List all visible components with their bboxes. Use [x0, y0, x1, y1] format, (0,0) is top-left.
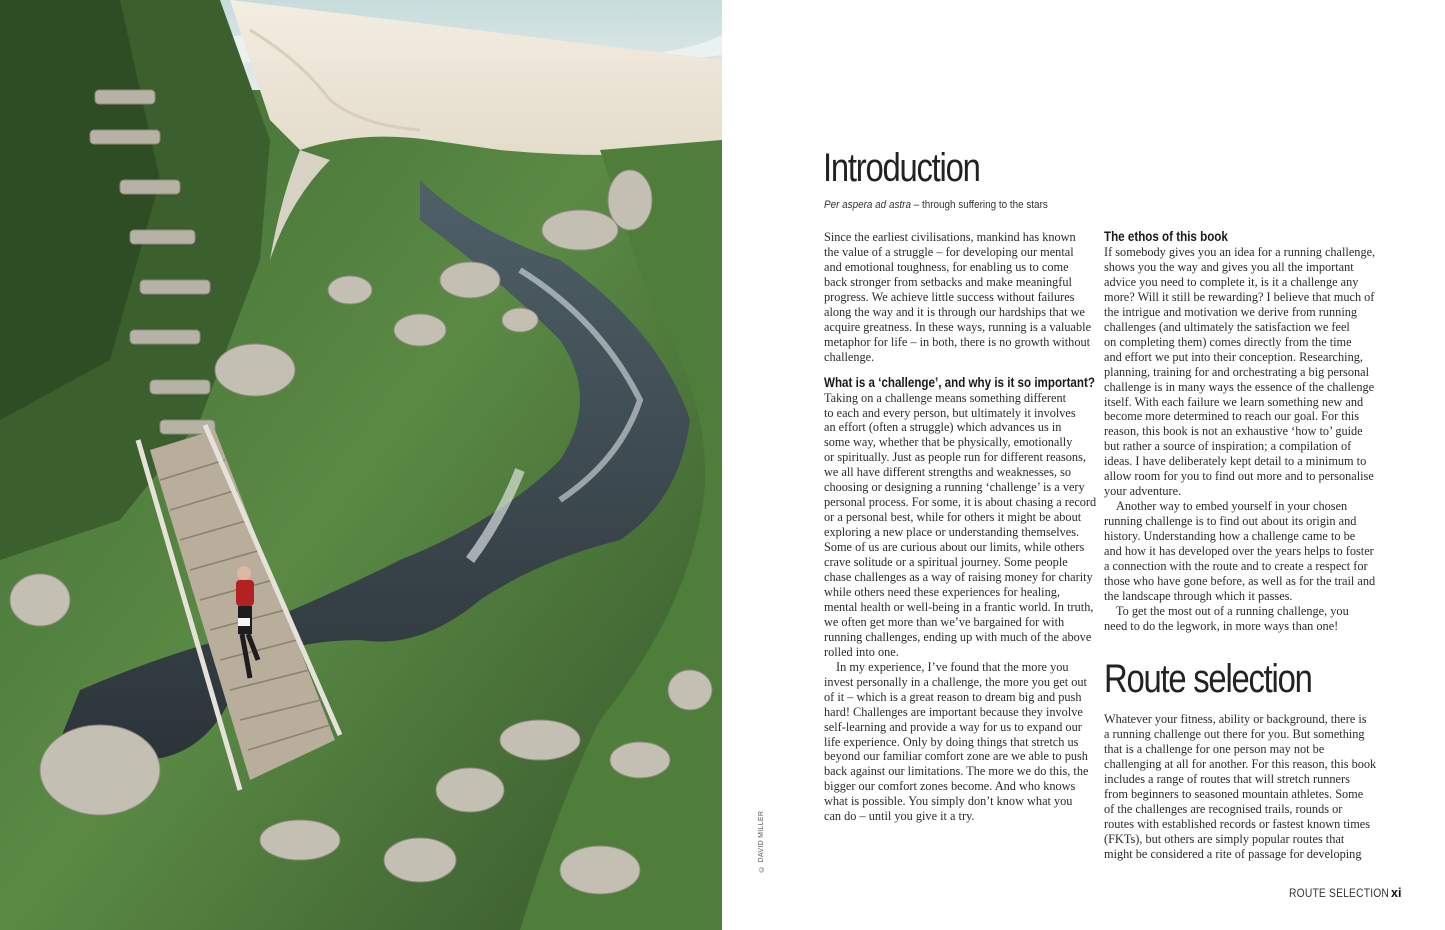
- text-line: what is possible. You simply don’t know what you: [824, 794, 1073, 809]
- text-line: If somebody gives you an idea for a running challenge,: [1104, 245, 1376, 259]
- running-footer-section: ROUTE SELECTION: [1289, 886, 1390, 900]
- text-line: advice you need to complete it, is it a challenge any: [1104, 274, 1359, 289]
- text-line: crave solitude or a spiritual journey. Some people: [824, 555, 1068, 570]
- text-line: a connection with the route and to create a respect for: [1104, 559, 1368, 574]
- photo-credit: © DAVID MILLER: [758, 810, 765, 872]
- challenge-heading: What is a ‘challenge’, and why is it so important?: [824, 374, 1095, 390]
- photo-illustration: [0, 0, 722, 930]
- text-line: on completing them) comes directly from the time: [1104, 334, 1352, 349]
- text-line: your adventure.: [1104, 484, 1182, 499]
- text-line: the value of a struggle – for developing our mental: [824, 244, 1074, 259]
- text-line: the intrigue and motivation we derive from running: [1104, 304, 1358, 319]
- text-line: of it – which is a great reason to dream big and push: [824, 689, 1082, 704]
- text-line: a running challenge out there for you. But something: [1104, 726, 1365, 741]
- ethos-paragraph-3: [1104, 604, 1366, 634]
- text-line: invest personally in a challenge, the more you get out: [824, 674, 1087, 689]
- text-line: those who have gone before, as well as for the trail and: [1104, 573, 1376, 588]
- text-line: hard! Challenges are important because they involve: [824, 704, 1083, 719]
- text-line: includes a range of routes that will stretch runners: [1104, 771, 1350, 786]
- challenge-paragraph-1: [824, 390, 1097, 660]
- text-line: the landscape through which it passes.: [1104, 588, 1293, 603]
- ethos-heading: The ethos of this book: [1104, 229, 1228, 244]
- text-line: Whatever your fitness, ability or background, there is: [1104, 712, 1367, 726]
- text-line: challenging at all for another. For this reason, this book: [1104, 756, 1377, 771]
- epigraph: [824, 199, 1048, 211]
- text-line: or a personal best, while for others it might be about: [824, 510, 1082, 525]
- text-line: (FKTs), but others are simply popular routes that: [1104, 831, 1345, 846]
- text-line: personal process. For some, it is about chasing a record: [824, 495, 1097, 510]
- text-line: running challenges, ending up with much of the above: [824, 629, 1092, 644]
- text-line: mental health or well-being in a frantic world. In truth,: [824, 599, 1094, 614]
- text-line: or spiritually. Just as people run for different reasons,: [824, 450, 1086, 465]
- text-line: and effort we put into their conception. Researching,: [1104, 349, 1363, 364]
- right-text-column: [1104, 229, 1376, 634]
- route-paragraph: [1104, 712, 1377, 862]
- text-line: we often get more than we’ve bargained for with: [824, 614, 1065, 629]
- text-line: history. Understanding how a challenge came to be: [1104, 529, 1356, 544]
- text-line: Some of us are curious about our limits, while others: [824, 540, 1085, 555]
- text-line: In my experience, I’ve found that the more you: [836, 659, 1069, 674]
- text-line: running challenge is to find out about its origin and: [1104, 514, 1357, 529]
- text-line: back against our limitations. The more we do this, the: [824, 764, 1089, 779]
- text-line: Another way to embed yourself in your chosen: [1116, 499, 1348, 514]
- text-line: acquire greatness. In these ways, running is a valuable: [824, 319, 1092, 334]
- page-number: xi: [1391, 886, 1402, 900]
- text-line: Taking on a challenge means something different: [824, 390, 1067, 405]
- text-line: exploring a new place or understanding themselves.: [824, 525, 1080, 540]
- text-line: might be considered a rite of passage for developing: [1104, 846, 1362, 861]
- text-line: bigger our comfort zones become. And who knows: [824, 779, 1076, 794]
- text-line: but rather a source of inspiration; a compilation of: [1104, 439, 1352, 454]
- text-line: Since the earliest civilisations, mankind has known: [824, 230, 1076, 244]
- text-line: allow room for you to find out more and to personalise: [1104, 469, 1374, 484]
- text-line: we all have different strengths and weaknesses, so: [824, 465, 1072, 480]
- epigraph-latin: Per aspera ad astra: [824, 199, 911, 211]
- text-line: an effort (often a struggle) which advances us in: [824, 420, 1062, 435]
- epigraph-translation: – through suffering to the stars: [910, 199, 1048, 211]
- text-line: some way, whether that be physically, emotionally: [824, 435, 1073, 450]
- text-line: challenges (and ultimately the satisfaction we feel: [1104, 319, 1350, 334]
- text-line: planning, training for and orchestrating a big personal: [1104, 364, 1369, 379]
- text-line: and emotional toughness, for enabling us to come: [824, 259, 1069, 274]
- text-line: need to do the legwork, in more ways than one!: [1104, 618, 1339, 633]
- text-line: back stronger from setbacks and make meaningful: [824, 274, 1072, 289]
- text-line: along the way and it is through our hardships that we: [824, 304, 1085, 319]
- text-line: metaphor for life – in both, there is no growth without: [824, 334, 1091, 349]
- text-line: life experience. Only by doing things that stretch us: [824, 734, 1079, 749]
- text-line: from beginners to seasoned mountain athletes. Some: [1104, 786, 1364, 801]
- ethos-paragraph-2: [1104, 499, 1376, 604]
- text-line: progress. We achieve little success without failures: [824, 289, 1075, 304]
- intro-paragraph: [824, 230, 1092, 365]
- text-line: of the challenges are recognised trails, rounds or: [1104, 801, 1343, 816]
- text-line: chase challenges as a way of raising money for charity: [824, 570, 1093, 585]
- text-line: can do – until you give it a try.: [824, 809, 975, 824]
- text-line: to each and every person, but ultimately it involves: [824, 405, 1076, 420]
- text-line: rolled into one.: [824, 644, 899, 659]
- text-line: challenge is in many ways the essence of the challenge: [1104, 379, 1375, 394]
- text-line: itself. With each failure we learn something new and: [1104, 394, 1364, 409]
- route-selection-title: Route selection: [1104, 657, 1312, 701]
- text-line: while others need these experiences for healing,: [824, 584, 1060, 599]
- text-line: become more determined to reach our goal. For this: [1104, 409, 1360, 424]
- coastal-path-photo: [0, 0, 722, 930]
- text-line: reason, this book is not an exhaustive ‘how to’ guide: [1104, 424, 1363, 439]
- route-text-column: [1104, 712, 1377, 862]
- text-line: that is a challenge for one person may not be: [1104, 741, 1325, 756]
- ethos-paragraph-1: [1104, 245, 1376, 499]
- text-line: shows you the way and gives you all the important: [1104, 259, 1354, 274]
- text-line: choosing or designing a running ‘challenge’ is a very: [824, 480, 1085, 495]
- left-text-column: [824, 230, 1097, 824]
- text-line: more? Will it still be rewarding? I believe that much of: [1104, 289, 1375, 304]
- text-line: self-learning and provide a way for us to expand our: [824, 719, 1082, 734]
- challenge-paragraph-2: [824, 659, 1089, 824]
- page-title: Introduction: [823, 146, 980, 190]
- text-line: challenge.: [824, 349, 875, 364]
- text-line: ideas. I have deliberately kept detail to a minimum to: [1104, 454, 1367, 469]
- text-line: beyond our familiar comfort zone are we able to push: [824, 749, 1088, 764]
- text-line: and how it has developed over the years helps to foster: [1104, 544, 1374, 559]
- text-line: To get the most out of a running challenge, you: [1116, 603, 1349, 618]
- text-line: routes with established records or fastest known times: [1104, 816, 1371, 831]
